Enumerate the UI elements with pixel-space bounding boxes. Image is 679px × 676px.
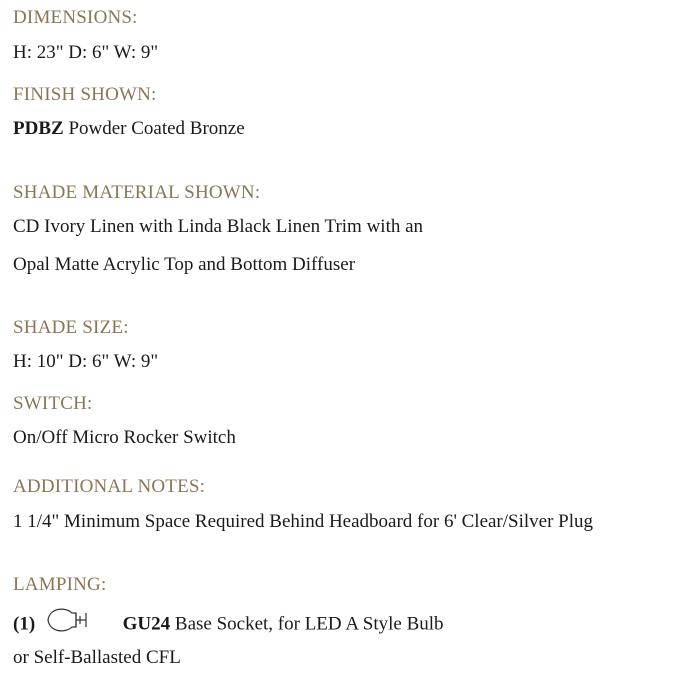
switch-value: On/Off Micro Rocker Switch xyxy=(13,427,236,448)
shade-material-line-2: Opal Matte Acrylic Top and Bottom Diffuser xyxy=(13,254,356,275)
shade-material-heading: SHADE MATERIAL SHOWN: xyxy=(13,182,261,203)
finish-code: PDBZ xyxy=(13,118,64,139)
dimensions-heading: DIMENSIONS: xyxy=(13,7,138,28)
lamping-line-1: Base Socket, for LED A Style Bulb xyxy=(174,613,444,635)
shade-size-value: H: 10" D: 6" W: 9" xyxy=(13,351,159,372)
bulb-icon xyxy=(46,606,106,640)
lamping-row xyxy=(13,608,444,642)
lamping-line-2: or Self-Ballasted CFL xyxy=(13,647,181,668)
notes-value: 1 1/4" Minimum Space Required Behind Headboard for 6' Clear/Silver Plug xyxy=(13,511,594,532)
finish-heading: FINISH SHOWN: xyxy=(13,84,157,105)
lamping-count: (1) xyxy=(13,613,36,635)
shade-size-heading: SHADE SIZE: xyxy=(13,317,129,338)
lamping-socket: GU24 xyxy=(122,613,171,635)
dimensions-value: H: 23" D: 6" W: 9" xyxy=(13,42,159,63)
finish-row xyxy=(13,118,245,140)
finish-value: Powder Coated Bronze xyxy=(68,118,245,139)
lamping-heading: LAMPING: xyxy=(13,574,107,595)
switch-heading: SWITCH: xyxy=(13,393,93,414)
shade-material-line-1: CD Ivory Linen with Linda Black Linen Trim with an xyxy=(13,216,424,237)
notes-heading: ADDITIONAL NOTES: xyxy=(13,476,206,497)
